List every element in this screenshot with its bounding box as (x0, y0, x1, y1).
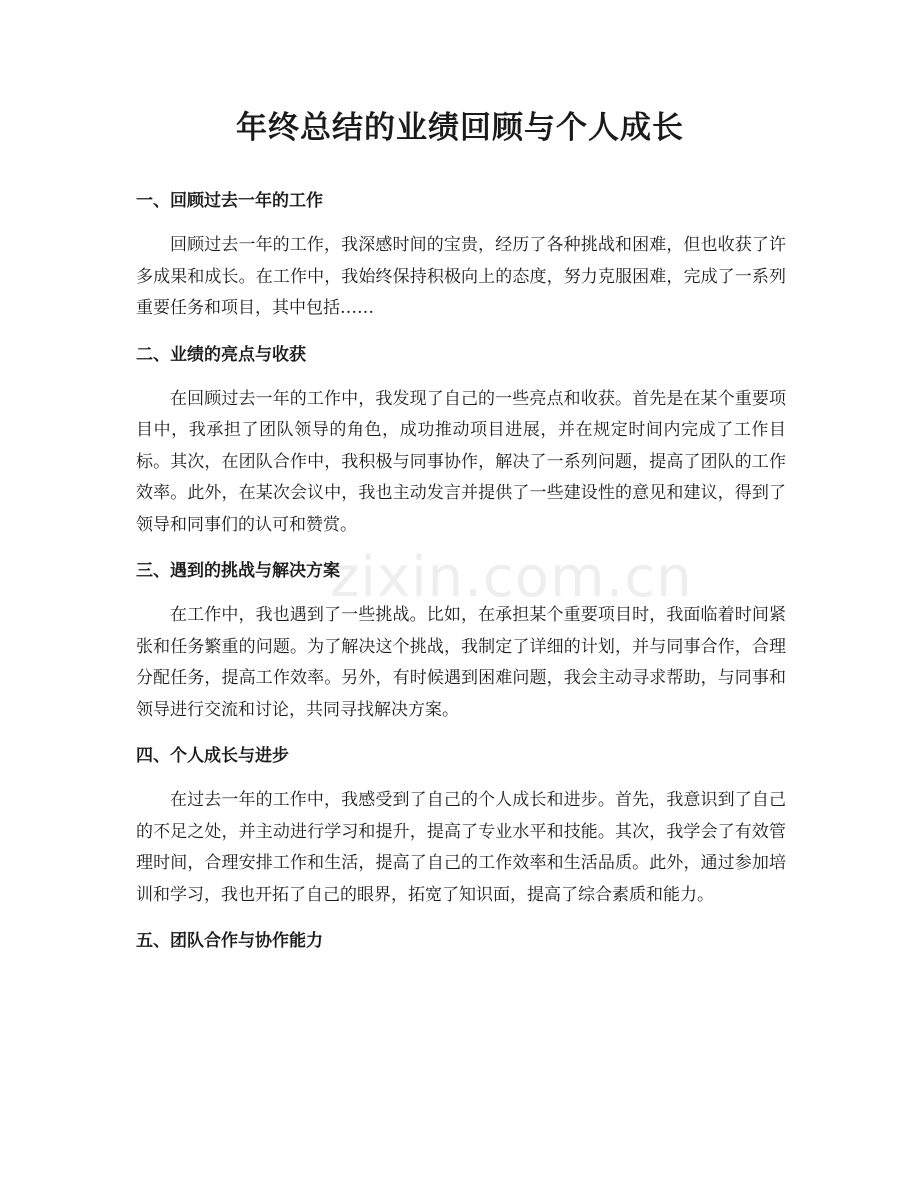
watermark: zixin.com.cn (330, 545, 693, 610)
section-paragraph-3: 在工作中，我也遇到了一些挑战。比如，在承担某个重要项目时，我面临着时间紧张和任务繁重的问题。为了解决这个挑战，我制定了详细的计划，并与同事合作，合理分配任务，提高工作效率。另外，有时候遇到困难问题，我会主动寻求帮助，与同事和领导进行交流和讨论，共同寻找解决方案。 (136, 605, 786, 720)
section-heading-2: 二、业绩的亮点与收获 (136, 344, 306, 365)
section-heading-1: 一、回顾过去一年的工作 (136, 191, 323, 211)
section-heading-3: 三、遇到的挑战与解决方案 (136, 561, 340, 581)
section-paragraph-1: 回顾过去一年的工作，我深感时间的宝贵，经历了各种挑战和困难，但也收获了许多成果和成长。在工作中，我始终保持积极向上的态度，努力克服困难，完成了一系列重要任务和项目，其中包括…… (136, 235, 786, 318)
section-paragraph-2: 在回顾过去一年的工作中，我发现了自己的一些亮点和收获。首先是在某个重要项目中，我承担了团队领导的角色，成功推动项目进展，并在规定时间内完成了工作目标。其次，在团队合作中，我积极与同事协作，解决了一系列问题，提高了团队的工作效率。此外，在某次会议中，我也主动发言并提供了一些建设性的意见和建议，得到了领导和同事们的认可和赞赏。 (136, 388, 786, 535)
document-body (136, 184, 786, 970)
section-paragraph-4: 在过去一年的工作中，我感受到了自己的个人成长和进步。首先，我意识到了自己的不足之处，并主动进行学习和提升，提高了专业水平和技能。其次，我学会了有效管理时间，合理安排工作和生活，提高了自己的工作效率和生活品质。此外，通过参加培训和学习，我也开拓了自己的眼界，拓宽了知识面，提高了综合素质和能力。 (136, 790, 786, 905)
section-heading-5: 五、团队合作与协作能力 (136, 931, 323, 951)
section-heading-4: 四、个人成长与进步 (136, 746, 289, 766)
document-title: 年终总结的业绩回顾与个人成长 (236, 110, 684, 146)
